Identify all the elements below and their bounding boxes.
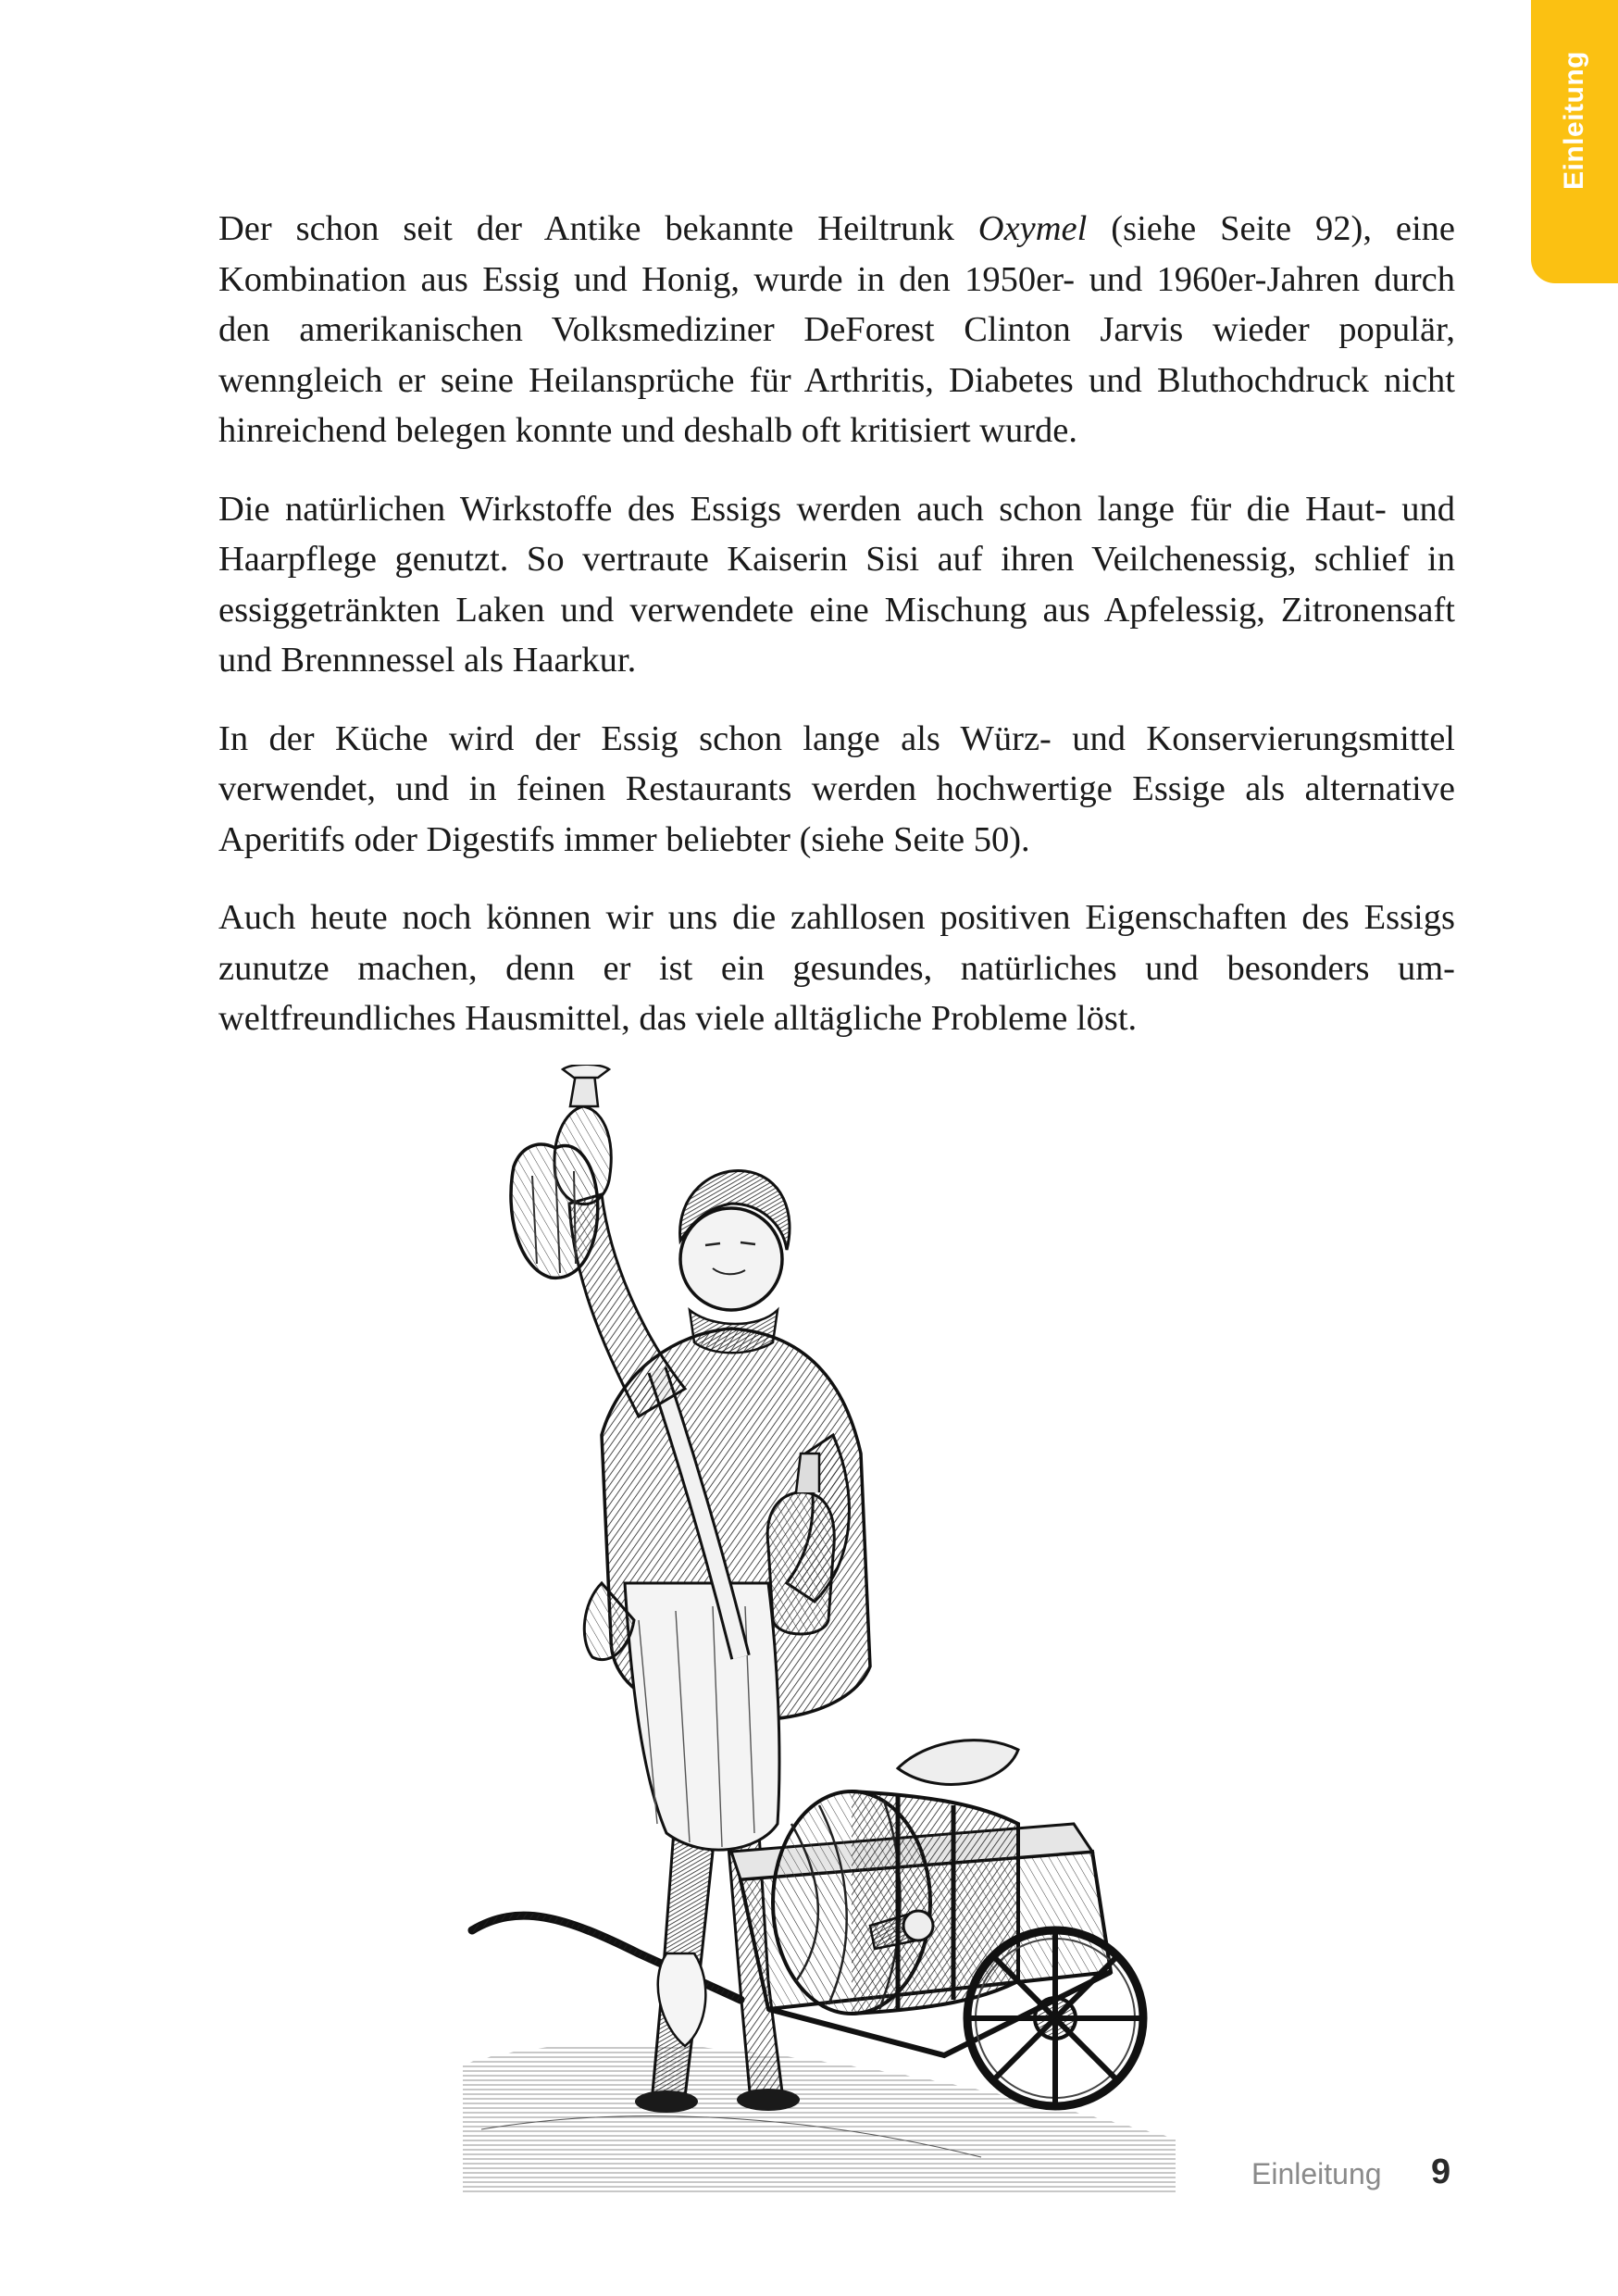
paragraph-2: Die natürlichen Wirkstoffe des Essigs werden auch schon lange für die Haut- und Haarpflege genutzt. So vertraute Kaiserin Sisi auf ihren Veilchenessig, schlief in essiggetränkten Laken und verwendete eine Mischung aus Apfelessig, Zitronensaft und Brennnessel als Haarkur.: [218, 489, 1455, 680]
paragraph-1: [218, 204, 1455, 456]
footer-section-title: Einleitung: [1251, 2157, 1382, 2190]
paragraph-3: In der Küche wird der Essig schon lange als Würz- und Konservierungsmittel verwendet, und in feinen Restaurants werden hochwertige Essige als alternative Aperitifs oder Digestifs immer beliebter (siehe Seite 50).: [218, 718, 1455, 859]
body-text: [218, 204, 1455, 1072]
chapter-tab[interactable]: [1531, 0, 1618, 283]
vinegar-seller-engraving-icon: [463, 1065, 1176, 2194]
paragraph-1-italic-term: Oxymel: [977, 209, 1088, 248]
vinegar-seller-illustration: [463, 1065, 1176, 2194]
paragraph-1-rest: (siehe Seite 92), eine Kombination aus Essig und Honig, wurde in den 1950er- und 1960er-Jahren durch den amerikanischen Volksmediziner DeForest Clinton Jarvis wieder populär, wenngleich er seine Heilansprüche für Arthritis, Diabetes und Bluthochdruck nicht hinreichend belegen konnte und deshalb oft kritisiert wurde.: [218, 209, 1455, 450]
chapter-tab-label: Einleitung: [1559, 51, 1589, 190]
page-number: 9: [1431, 2152, 1451, 2191]
paragraph-4: Auch heute noch können wir uns die zahllosen positiven Eigenschaften des Essigs zunutze machen, denn er ist ein gesundes, natürliches und besonders umweltfreundliches Hausmittel, das viele alltägliche Probleme löst.: [218, 898, 1455, 1038]
paragraph-1-start: Der schon seit der Antike bekannte Heiltrunk: [218, 209, 978, 248]
